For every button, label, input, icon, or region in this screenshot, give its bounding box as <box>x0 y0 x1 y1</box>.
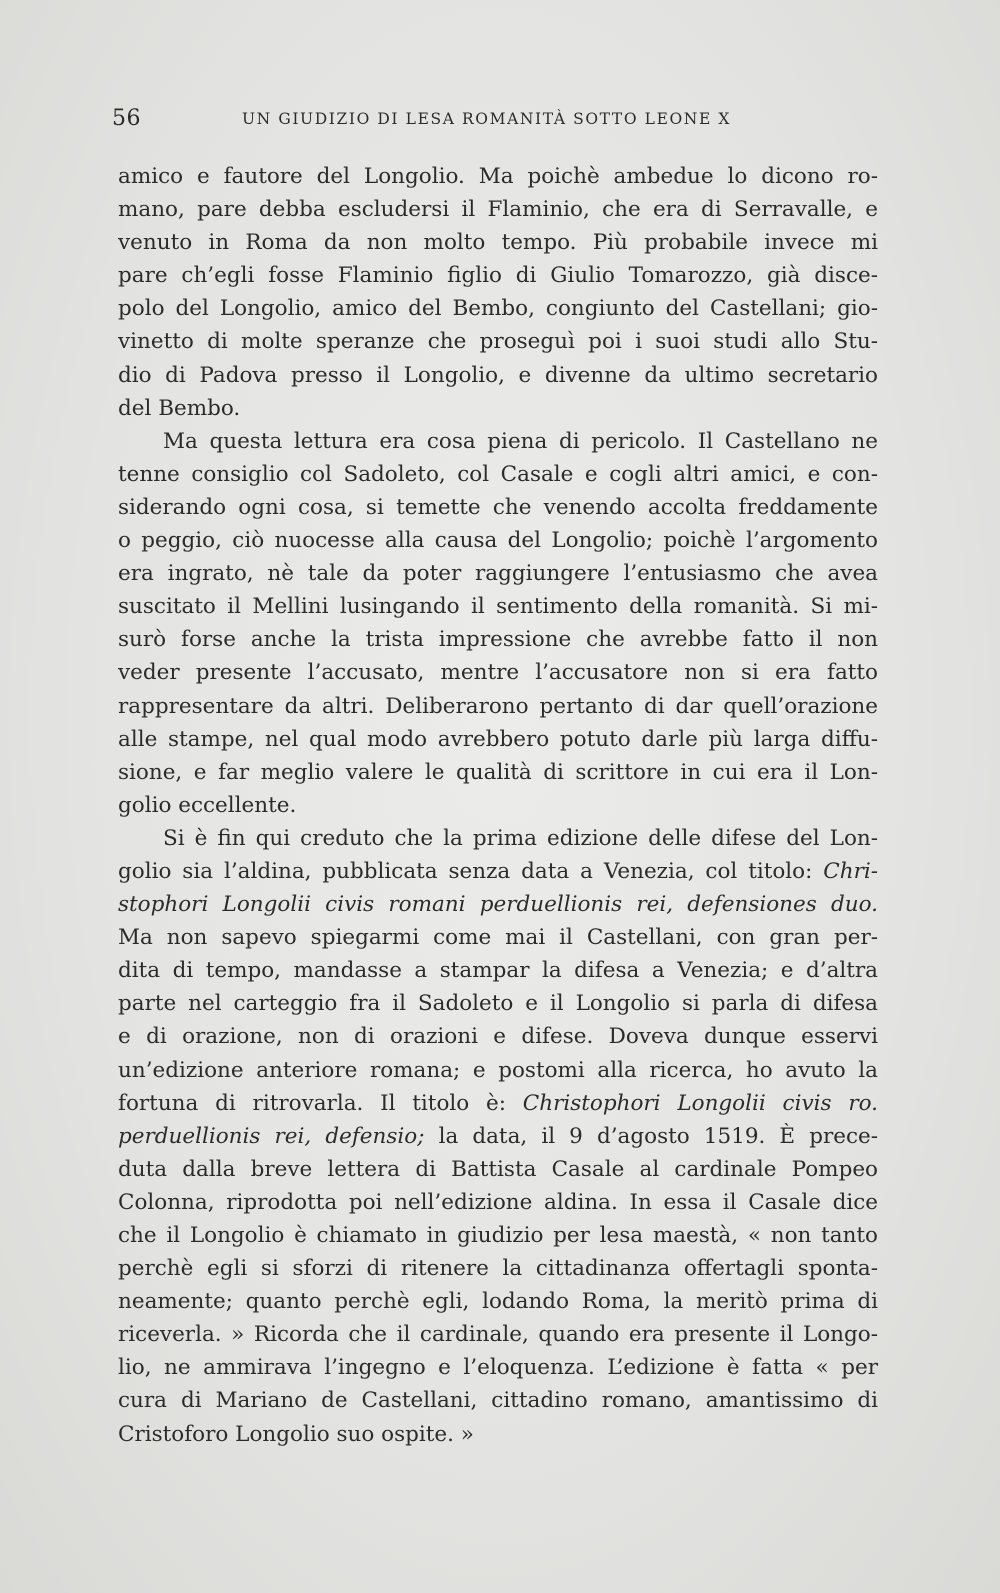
text-line <box>118 1120 878 1153</box>
italic-title: perduellionis rei, defensio; <box>118 1123 425 1149</box>
text-line <box>118 557 878 590</box>
text-line <box>118 1252 878 1285</box>
body-text <box>118 160 878 1451</box>
line-text: sione, e far meglio valere le qualità di scrittore in cui era il Lon- <box>118 759 878 785</box>
text-line <box>118 723 878 756</box>
text-line <box>118 1219 878 1252</box>
line-text: un’edizione anteriore romana; e postomi alla ricerca, ho avuto la <box>118 1057 878 1083</box>
text-line <box>118 160 878 193</box>
text-line <box>118 1384 878 1417</box>
text-line <box>118 1186 878 1219</box>
line-text: cura di Mariano de Castellani, cittadino romano, amantissimo di <box>118 1388 878 1414</box>
line-text: perchè egli si sforzi di ritenere la cittadinanza offertagli sponta- <box>118 1256 878 1282</box>
line-text: Ma questa lettura era cosa piena di pericolo. Il Castellano ne <box>163 428 878 454</box>
text-line <box>118 921 878 954</box>
line-text: era ingrato, nè tale da poter raggiungere l’entusiasmo che avea <box>118 561 878 587</box>
text-line <box>118 1087 878 1120</box>
line-text: dio di Padova presso il Longolio, e divenne da ultimo secretario <box>118 362 878 388</box>
text-line <box>118 1285 878 1318</box>
text-line <box>118 690 878 723</box>
text-line <box>118 1020 878 1053</box>
text-line <box>118 987 878 1020</box>
line-text: surò forse anche la trista impressione che avrebbe fatto il non <box>118 627 878 653</box>
line-text: suscitato il Mellini lusingando il sentimento della romanità. Si mi- <box>118 594 878 620</box>
text-line <box>118 425 878 458</box>
line-text: polo del Longolio, amico del Bembo, congiunto del Castellani; gio- <box>118 296 878 322</box>
text-line <box>118 292 878 325</box>
text-line <box>118 1153 878 1186</box>
text-line <box>118 359 878 392</box>
text-line <box>118 656 878 689</box>
text-line <box>118 590 878 623</box>
text-line <box>118 1318 878 1351</box>
text-line <box>118 789 878 822</box>
text-line <box>118 193 878 226</box>
line-text: mano, pare debba escludersi il Flaminio, che era di Serravalle, e <box>118 197 878 223</box>
line-text: veder presente l’accusato, mentre l’accusatore non si era fatto <box>118 660 878 686</box>
italic-title: stophori Longolii civis romani perduellionis rei, defensiones duo. <box>118 892 878 918</box>
line-text: vinetto di molte speranze che proseguì poi i suoi studi allo Stu- <box>118 329 878 355</box>
line-text: Colonna, riprodotta poi nell’edizione aldina. In essa il Casale dice <box>118 1189 878 1215</box>
line-text: pare ch’egli fosse Flaminio figlio di Giulio Tomarozzo, già disce- <box>118 263 878 289</box>
text-line <box>118 1054 878 1087</box>
line-text: venuto in Roma da non molto tempo. Più probabile invece mi <box>118 230 878 256</box>
text-line <box>118 524 878 557</box>
page-number: 56 <box>112 106 141 131</box>
text-line <box>118 491 878 524</box>
line-text: neamente; quanto perchè egli, lodando Roma, la meritò prima di <box>118 1289 878 1315</box>
line-text: del Bembo. <box>118 395 241 421</box>
line-text: Ma non sapevo spiegarmi come mai il Castellani, con gran per- <box>118 925 878 951</box>
italic-title: Chri- <box>823 858 878 884</box>
line-text: golio sia l’aldina, pubblicata senza data a Venezia, col titolo: <box>118 858 813 884</box>
text-line <box>118 392 878 425</box>
line-text: Cristoforo Longolio suo ospite. » <box>118 1421 474 1447</box>
line-text: duta dalla breve lettera di Battista Casale al cardinale Pompeo <box>118 1156 878 1182</box>
line-text: siderando ogni cosa, si temette che venendo accolta freddamente <box>118 494 878 520</box>
line-text: fortuna di ritrovarla. Il titolo è: <box>118 1090 506 1116</box>
text-line <box>118 1351 878 1384</box>
line-text: Si è fin qui creduto che la prima edizione delle difese del Lon- <box>163 825 878 851</box>
line-text: alle stampe, nel qual modo avrebbero potuto darle più larga diffu- <box>118 726 878 752</box>
text-line <box>118 1418 878 1451</box>
line-text: e di orazione, non di orazioni e difese. Doveva dunque esservi <box>118 1024 878 1050</box>
text-line <box>118 623 878 656</box>
line-text: golio eccellente. <box>118 792 297 818</box>
line-text: rappresentare da altri. Deliberarono pertanto di dar quell’orazione <box>118 693 878 719</box>
text-line <box>118 325 878 358</box>
line-text: che il Longolio è chiamato in giudizio per lesa maestà, « non tanto <box>118 1223 878 1248</box>
text-line <box>118 888 878 921</box>
running-title: UN GIUDIZIO DI LESA ROMANITÀ SOTTO LEONE X <box>242 110 732 128</box>
line-text: amico e fautore del Longolio. Ma poichè ambedue lo dicono ro- <box>118 164 878 189</box>
line-text: parte nel carteggio fra il Sadoleto e il Longolio si parla di difesa <box>118 991 878 1017</box>
text-line <box>118 458 878 491</box>
text-line <box>118 855 878 888</box>
line-text: tenne consiglio col Sadoleto, col Casale e cogli altri amici, e con- <box>118 461 878 487</box>
running-head <box>112 106 892 136</box>
text-line <box>118 954 878 987</box>
italic-title: Christophori Longolii civis ro. <box>522 1090 878 1116</box>
text-line <box>118 822 878 855</box>
text-line <box>118 226 878 259</box>
line-text: lio, ne ammirava l’ingegno e l’eloquenza. L’edizione è fatta « per <box>118 1355 878 1381</box>
line-text: la data, il 9 d’agosto 1519. È prece- <box>438 1123 879 1149</box>
line-text: dita di tempo, mandasse a stampar la difesa a Venezia; e d’altra <box>118 958 878 984</box>
text-line <box>118 259 878 292</box>
line-text: riceverla. » Ricorda che il cardinale, quando era presente il Longo- <box>118 1322 878 1348</box>
line-text: o peggio, ciò nuocesse alla causa del Longolio; poichè l’argomento <box>118 528 878 554</box>
text-line <box>118 756 878 789</box>
